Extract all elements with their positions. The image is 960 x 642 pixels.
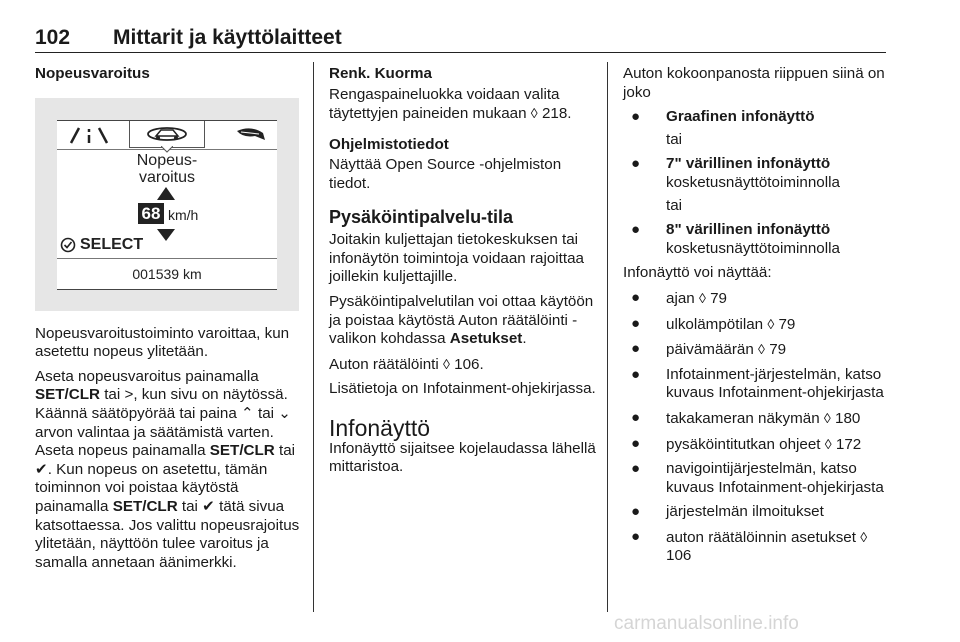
page-ref-number: 79: [710, 289, 727, 307]
page-ref-number: 172: [835, 435, 862, 453]
paragraph: Auton kokoonpanosta riippuen siinä on joko: [623, 65, 885, 101]
checkmark-icon: ✔: [202, 497, 215, 515]
list-item: ● 8" värillinen infonäyttö kosketusnäyttötoiminnolla: [631, 221, 840, 257]
car-icon: [146, 126, 188, 142]
or-label: tai: [666, 196, 683, 214]
display-label: Nopeus- varoitus: [136, 151, 198, 186]
check-circle-icon: [60, 237, 76, 253]
select-label: SELECT: [80, 235, 144, 253]
arrow-down-icon: [157, 229, 175, 241]
selected-tab: [129, 121, 205, 148]
section-heading-tire-load: Renk. Kuorma: [329, 65, 432, 82]
section-heading-valet-mode: Pysäköintipalvelu-tila: [329, 206, 514, 227]
page-ref-number: 106: [666, 547, 692, 565]
display-items-list: [623, 289, 893, 566]
display-illustration: [35, 98, 299, 311]
bullet-icon: ●: [631, 503, 641, 521]
bullet-icon: ●: [631, 314, 641, 332]
page-ref-number: 180: [835, 409, 861, 427]
page-ref-number: 79: [769, 341, 787, 359]
list-item: ● pysäköintitutkan ohjeet ◊ 172: [631, 434, 862, 453]
odometer-value: 001539 km: [132, 265, 202, 282]
road-icon: [69, 126, 109, 144]
chevron-up-icon: ⌃: [241, 404, 254, 422]
list-item: ● takakameran näkymän ◊ 180: [631, 408, 861, 427]
list-item: ● ajan ◊ 79: [631, 288, 727, 307]
page-ref-icon: ◊: [823, 409, 831, 426]
column-3: [623, 65, 893, 572]
list-item: ● Infotainment-järjestelmän, katso kuvaus Infotainment-ohjekirjasta: [631, 365, 884, 402]
bullet-icon: ●: [631, 155, 641, 173]
bullet-icon: ●: [631, 460, 641, 478]
chevron-right-icon: >: [124, 386, 134, 404]
speed-unit: km/h: [168, 206, 199, 223]
bullet-icon: ●: [631, 365, 641, 383]
watermark: carmanualsonline.info: [614, 613, 799, 634]
chevron-down-icon: ⌄: [278, 404, 291, 422]
bullet-icon: ●: [631, 108, 641, 126]
paragraph: Infonäyttö sijaitsee kojelaudassa lähellä mittaristoa.: [329, 439, 596, 476]
column-divider: [313, 62, 314, 612]
page-title: Mittarit ja käyttölaitteet: [113, 26, 342, 49]
checkmark-icon: ✔: [35, 460, 48, 478]
page-ref-icon: ◊: [442, 355, 450, 372]
list-item: ● järjestelmän ilmoitukset: [631, 503, 824, 521]
page-number: 102: [35, 26, 71, 49]
section-heading-info-display: Infonäyttö: [329, 414, 431, 441]
chat-bubble-icon: [235, 127, 267, 143]
paragraph: Infonäyttö voi näyttää:: [623, 264, 772, 282]
cluster-display: [57, 120, 277, 290]
paragraph: Aseta nopeusvaroitus painamalla SET/CLR tai >, kun sivu on näytössä. Käännä säätöpyörää tai paina ⌃ tai ⌄ arvon valintaa ja säätämistä varten. Aseta nopeus painamalla SET/CLR tai ✔. Kun nopeus on asetettu, tämän toiminnon voi poistaa käytöstä painamalla SET/CLR tai ✔ tätä sivua katsottaessa. Jos valittu nopeusrajoitus ylitetään, näyttöön tulee varoitus ja samalla annetaan äänimerkki.: [35, 367, 300, 571]
paragraph: Näyttää Open Source -ohjelmiston tiedot.: [329, 156, 562, 192]
list-item: ● ulkolämpötilan ◊ 79: [631, 314, 796, 333]
speed-value: 68: [138, 203, 164, 224]
or-label: tai: [666, 130, 683, 148]
column-1: [35, 65, 300, 578]
bullet-icon: ●: [631, 288, 641, 306]
paragraph: Pysäköintipalvelutilan voi ottaa käytöön ja poistaa käytöstä Auton räätälöinti -valikon kohdassa Asetukset.: [329, 292, 594, 348]
bullet-icon: ●: [631, 221, 641, 239]
display-options-list: [623, 108, 893, 127]
page-ref-icon: ◊: [698, 289, 706, 306]
page-header: [35, 22, 886, 53]
paragraph: Auton räätälöinti ◊ 106.: [329, 355, 484, 373]
paragraph: Nopeusvaroitustoiminto varoittaa, kun asetettu nopeus ylitetään.: [35, 324, 290, 361]
list-item: ● auton räätälöinnin asetukset ◊ 106: [631, 527, 868, 565]
page-ref-icon: ◊: [758, 341, 765, 358]
paragraph: Rengaspaineluokka voidaan valita täytettyjen paineiden mukaan ◊ 218.: [329, 85, 572, 123]
page-ref-icon: ◊: [767, 315, 775, 332]
display-divider: [57, 258, 277, 259]
paragraph: Lisätietoja on Infotainment-ohjekirjassa.: [329, 380, 596, 398]
page-ref-number: 79: [778, 315, 796, 333]
page-ref-icon: ◊: [824, 435, 832, 452]
arrow-up-icon: [157, 187, 175, 200]
column-2: [329, 65, 599, 483]
display-top-bar: [57, 121, 277, 150]
bullet-icon: ●: [631, 340, 641, 358]
paragraph: Joitakin kuljettajan tietokeskuksen tai infonäytön toimintoja voidaan rajoittaa joillekin kuljettajille.: [329, 231, 584, 286]
list-item: ● Graafinen infonäyttö: [631, 108, 815, 126]
bullet-icon: ●: [631, 527, 641, 545]
list-item: ● navigointijärjestelmän, katso kuvaus Infotainment-ohjekirjasta: [631, 460, 884, 496]
list-item: ● päivämäärän ◊ 79: [631, 340, 787, 359]
list-item: ● 7" värillinen infonäyttö kosketusnäyttötoiminnolla: [631, 155, 840, 191]
bullet-icon: ●: [631, 408, 641, 426]
section-heading-speed-warning: Nopeusvaroitus: [35, 65, 150, 82]
column-divider: [607, 62, 608, 612]
page-ref-icon: ◊: [860, 528, 868, 545]
section-heading-software-info: Ohjelmistotiedot: [329, 135, 449, 153]
bullet-icon: ●: [631, 434, 641, 452]
page-ref-icon: ◊: [530, 105, 538, 122]
